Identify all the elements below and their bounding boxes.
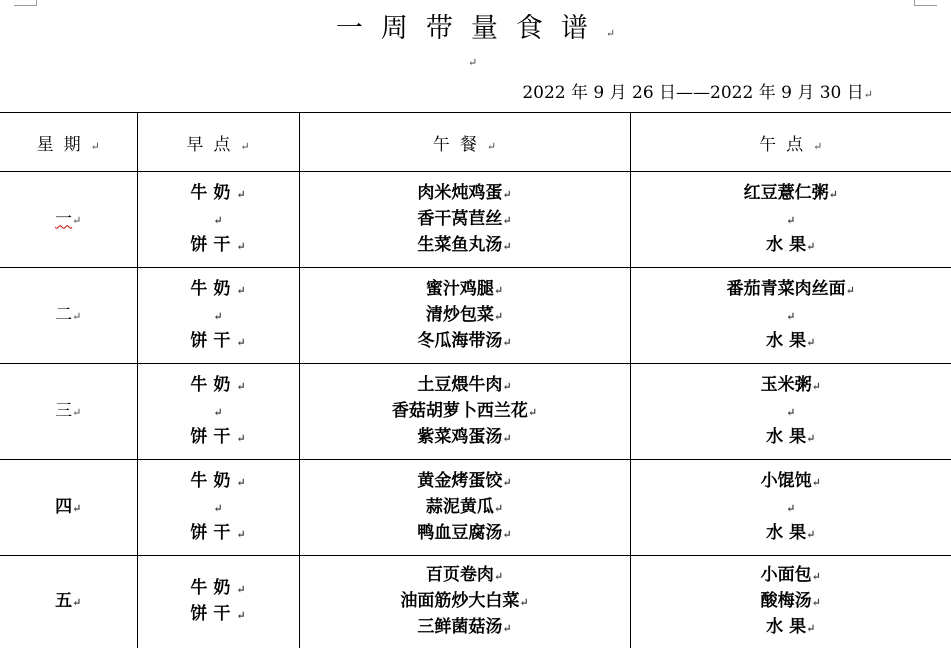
title-text: 一周带量食谱 (335, 13, 606, 44)
lunch-text: 蒜泥黄瓜 (425, 496, 494, 517)
snack-line (631, 399, 951, 425)
paragraph-mark: ↵ (72, 213, 82, 227)
breakfast-line (138, 373, 299, 399)
lunch-line (300, 233, 630, 259)
breakfast-text: 饼干 (190, 426, 237, 447)
lunch-text: 肉米炖鸡蛋 (417, 182, 503, 203)
snack-text: 番茄青菜肉丝面 (726, 278, 846, 299)
breakfast-cell (137, 364, 299, 460)
snack-cell (630, 268, 951, 364)
paragraph-mark: ↵ (493, 570, 504, 583)
snack-line (631, 563, 951, 589)
lunch-line (300, 615, 630, 641)
paragraph-mark: ↵ (786, 501, 796, 515)
paragraph-mark: ↵ (502, 187, 512, 201)
paragraph-mark: ↵ (236, 431, 246, 445)
snack-cell (630, 460, 951, 556)
lunch-cell (299, 460, 630, 556)
snack-cell (630, 556, 951, 649)
lunch-text: 百页卷肉 (425, 565, 494, 585)
weekday-text: 二 (55, 304, 73, 325)
lunch-line (300, 329, 630, 355)
paragraph-mark: ↵ (493, 501, 504, 515)
breakfast-cell (137, 268, 299, 364)
paragraph-mark: ↵ (786, 309, 796, 323)
lunch-text: 油面筋炒大白菜 (400, 591, 520, 611)
lunch-text: 三鲜菌菇汤 (417, 617, 503, 637)
date-range-text: 2022 年 9 月 26 日——2022 年 9 月 30 日 (522, 83, 864, 103)
breakfast-line (138, 277, 299, 303)
lunch-text: 黄金烤蛋饺 (417, 470, 503, 491)
lunch-cell (299, 268, 630, 364)
lunch-line (300, 399, 630, 425)
paragraph-mark: ↵ (806, 239, 816, 253)
paragraph-mark: ↵ (236, 583, 246, 596)
paragraph-mark: ↵ (213, 213, 223, 227)
paragraph-mark: ↵ (493, 283, 504, 297)
snack-text: 水 果 (766, 522, 807, 543)
lunch-line (300, 425, 630, 451)
breakfast-line (138, 521, 299, 547)
lunch-line (300, 303, 630, 329)
breakfast-line (138, 495, 299, 521)
paragraph-mark: ↵ (502, 431, 512, 445)
breakfast-text: 牛奶 (190, 182, 237, 203)
lunch-line (300, 181, 630, 207)
table-header-row (0, 113, 951, 172)
paragraph-mark: ↵ (502, 335, 512, 349)
breakfast-line (138, 207, 299, 233)
lunch-cell (299, 556, 630, 649)
paragraph-mark: ↵ (863, 88, 873, 101)
lunch-line (300, 277, 630, 303)
lunch-text: 土豆煨牛肉 (417, 374, 503, 395)
header-lunch: 午餐↵ (299, 113, 630, 172)
empty-paragraph-mark: ↵ (468, 56, 478, 69)
header-weekday: 星期↵ (0, 113, 137, 172)
weekday-text: 三 (55, 400, 73, 421)
paragraph-mark: ↵ (845, 283, 855, 297)
paragraph-mark: ↵ (527, 405, 538, 419)
table-row (0, 364, 951, 460)
snack-line (631, 469, 951, 495)
snack-text: 红豆薏仁粥 (743, 182, 829, 203)
breakfast-line (138, 602, 299, 628)
breakfast-text: 饼干 (190, 234, 237, 255)
breakfast-text: 牛奶 (190, 470, 237, 491)
paragraph-mark: ↵ (786, 405, 796, 419)
paragraph-mark: ↵ (806, 622, 816, 635)
lunch-text: 清炒包菜 (425, 304, 494, 325)
lunch-text: 紫菜鸡蛋汤 (417, 426, 503, 447)
weekday-text: 四 (55, 496, 73, 517)
paragraph-mark: ↵ (502, 239, 512, 253)
breakfast-cell (137, 460, 299, 556)
snack-text: 水 果 (766, 617, 807, 637)
snack-line (631, 207, 951, 233)
weekday-cell (0, 268, 137, 364)
breakfast-text: 饼干 (190, 522, 237, 543)
lunch-line (300, 563, 630, 589)
snack-line (631, 277, 951, 303)
lunch-line (300, 373, 630, 399)
lunch-text: 蜜汁鸡腿 (425, 278, 494, 299)
breakfast-line (138, 181, 299, 207)
snack-line (631, 615, 951, 641)
lunch-line (300, 207, 630, 233)
paragraph-mark: ↵ (72, 596, 82, 609)
snack-text: 玉米粥 (760, 374, 812, 395)
lunch-cell (299, 172, 630, 268)
snack-text: 小馄饨 (760, 470, 812, 491)
paragraph-mark: ↵ (811, 379, 821, 393)
weekday-line (0, 303, 137, 329)
paragraph-mark: ↵ (236, 475, 246, 489)
lunch-line (300, 521, 630, 547)
breakfast-text: 牛奶 (190, 374, 237, 395)
date-range (522, 78, 873, 103)
breakfast-line (138, 233, 299, 259)
weekday-cell (0, 172, 137, 268)
lunch-line (300, 589, 630, 615)
snack-line (631, 329, 951, 355)
weekday-cell (0, 364, 137, 460)
paragraph-mark: ↵ (493, 309, 504, 323)
snack-line (631, 589, 951, 615)
paragraph-mark: ↵ (786, 213, 796, 227)
paragraph-mark: ↵ (236, 187, 246, 201)
snack-text: 酸梅汤 (760, 591, 812, 611)
table-row (0, 268, 951, 364)
lunch-line (300, 469, 630, 495)
paragraph-mark: ↵ (236, 379, 246, 393)
paragraph-mark: ↵ (828, 187, 838, 201)
paragraph-mark: ↵ (519, 596, 529, 609)
paragraph-mark: ↵ (213, 309, 223, 323)
paragraph-mark: ↵ (811, 475, 821, 489)
snack-text: 水 果 (766, 426, 807, 447)
paragraph-mark: ↵ (502, 475, 512, 489)
breakfast-cell (137, 172, 299, 268)
breakfast-text: 饼干 (190, 604, 237, 624)
paragraph-mark: ↵ (213, 405, 223, 419)
snack-line (631, 495, 951, 521)
breakfast-line (138, 425, 299, 451)
paragraph-mark: ↵ (236, 283, 246, 297)
lunch-text: 香干莴苣丝 (417, 208, 503, 229)
snack-text: 水 果 (766, 330, 807, 351)
paragraph-mark: ↵ (605, 27, 616, 40)
table-row (0, 460, 951, 556)
breakfast-line (138, 329, 299, 355)
snack-text: 小面包 (760, 565, 812, 585)
paragraph-mark: ↵ (236, 609, 246, 622)
snack-line (631, 425, 951, 451)
weekday-cell (0, 556, 137, 649)
paragraph-mark: ↵ (806, 431, 816, 445)
table-row (0, 172, 951, 268)
lunch-line (300, 495, 630, 521)
lunch-text: 鸭血豆腐汤 (417, 522, 503, 543)
table-row (0, 556, 951, 649)
breakfast-text: 饼干 (190, 330, 237, 351)
lunch-text: 生菜鱼丸汤 (417, 234, 503, 255)
paragraph-mark: ↵ (811, 570, 821, 583)
paragraph-mark: ↵ (502, 213, 512, 227)
breakfast-line (138, 576, 299, 602)
breakfast-cell (137, 556, 299, 649)
lunch-text: 冬瓜海带汤 (417, 330, 503, 351)
paragraph-mark: ↵ (72, 309, 82, 323)
snack-line (631, 181, 951, 207)
snack-text: 水 果 (766, 234, 807, 255)
lunch-cell (299, 364, 630, 460)
weekday-line (0, 399, 137, 425)
paragraph-mark: ↵ (236, 335, 246, 349)
breakfast-text: 牛奶 (190, 278, 237, 299)
lunch-text: 香菇胡萝卜西兰花 (391, 400, 528, 421)
snack-line (631, 233, 951, 259)
snack-cell (630, 364, 951, 460)
paragraph-mark: ↵ (806, 527, 816, 541)
weekday-text: 五 (55, 591, 73, 611)
header-afternoon-snack: 午点↵ (630, 113, 951, 172)
weekday-line (0, 495, 137, 521)
paragraph-mark: ↵ (502, 379, 512, 393)
weekday-text: 一 (55, 208, 73, 229)
snack-line (631, 373, 951, 399)
breakfast-line (138, 303, 299, 329)
breakfast-text: 牛奶 (190, 578, 237, 598)
paragraph-mark: ↵ (72, 501, 82, 515)
snack-line (631, 521, 951, 547)
paragraph-mark: ↵ (502, 622, 512, 635)
paragraph-mark: ↵ (213, 501, 223, 515)
snack-cell (630, 172, 951, 268)
document-title (0, 6, 951, 45)
paragraph-mark: ↵ (502, 527, 512, 541)
paragraph-mark: ↵ (806, 335, 816, 349)
weekday-cell (0, 460, 137, 556)
snack-line (631, 303, 951, 329)
menu-table (0, 112, 951, 648)
breakfast-line (138, 469, 299, 495)
paragraph-mark: ↵ (236, 527, 246, 541)
paragraph-mark: ↵ (72, 405, 82, 419)
header-breakfast: 早点↵ (137, 113, 299, 172)
paragraph-mark: ↵ (236, 239, 246, 253)
weekday-line (0, 589, 137, 615)
paragraph-mark: ↵ (811, 596, 821, 609)
weekday-line (0, 207, 137, 233)
breakfast-line (138, 399, 299, 425)
